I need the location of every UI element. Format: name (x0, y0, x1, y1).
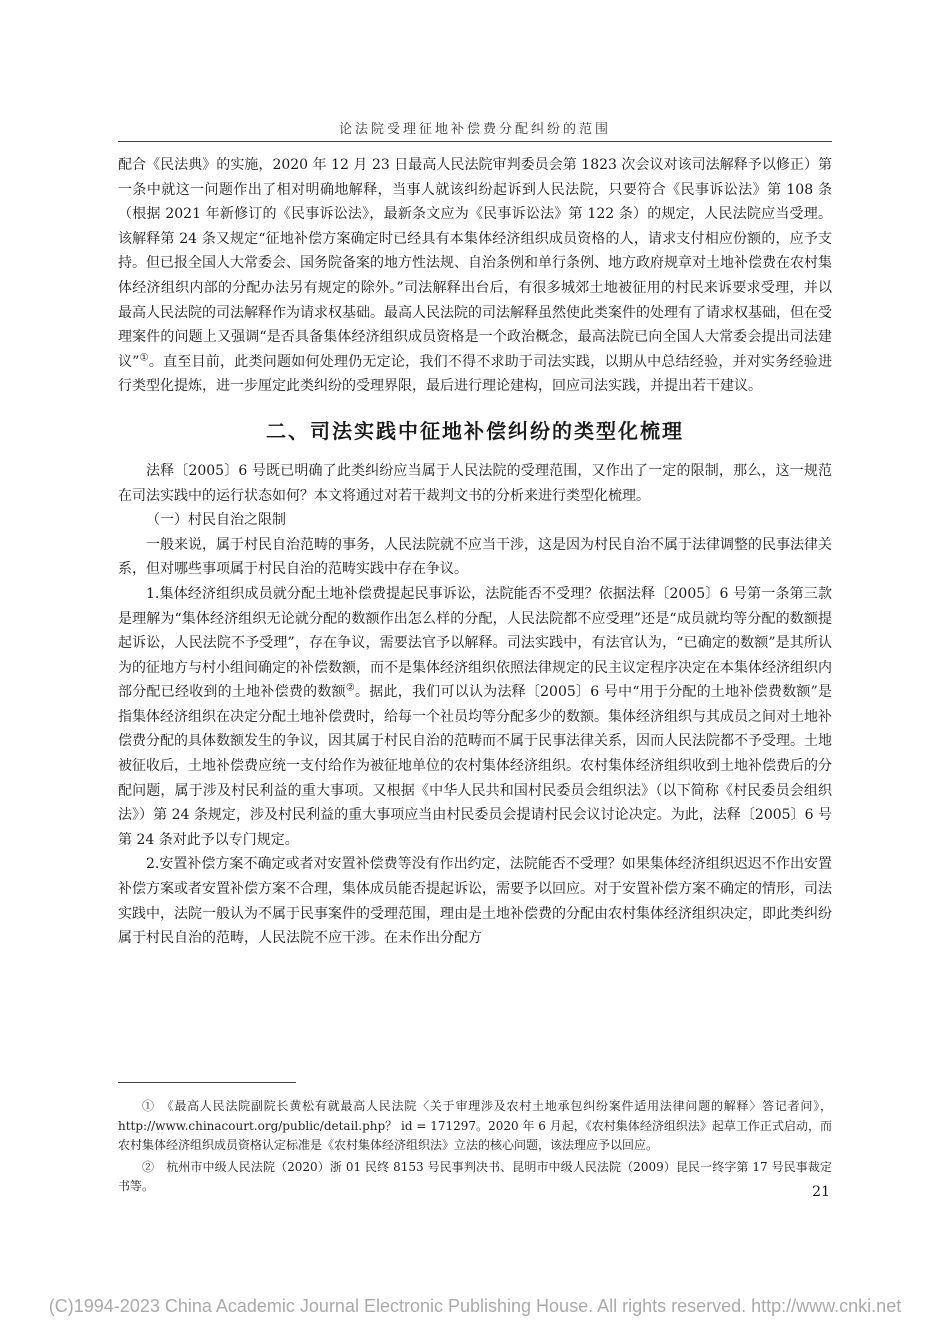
running-header: 论法院受理征地补偿费分配纠纷的范围 (338, 122, 611, 137)
footnote-ref-2[interactable]: ② (345, 682, 356, 694)
paragraph-text: 。直至目前，此类问题如何处理仍无定论，我们不得不求助于司法实践，以期从中总结经验，并对实务经验进行类型化提炼，进一步厘定此类纠纷的受理界限，最后进行理论建构，回应司法实践，并提出若干建议。 (118, 353, 833, 395)
subsection-heading: （一）村民自治之限制 (146, 512, 286, 529)
paragraph-continued (118, 153, 832, 399)
footnotes (118, 1097, 832, 1199)
paragraph (118, 582, 832, 853)
paragraph-text: 配合《民法典》的实施，2020 年 12 月 23 日最高人民法院审判委员会第 1823 次会议对该司法解释予以修正）第一条中就这一问题作出了相对明确地解释，当事人就该纠纷起诉到人民法院，只要符合《民事诉讼法》第 108 条（根据 2021 年新修订的《民事诉讼法》，最新条文应为《民事诉讼法》第 122 条）的规定，人民法院应当受理。该解释第 24 条又规定“征地补偿方案确定时已经具有本集体经济组织成员资格的人，请求支付相应份额的，应予支持。但已报全国人大常委会、国务院备案的地方性法规、自治条例和单行条例、地方政府规章对土地补偿费在农村集体经济组织内部的分配办法另有规定的除外。”司法解释出台后，有很多城郊土地被征用的村民来诉要求受理，并以最高人民法院的司法解释作为请求权基础。最高人民法院的司法解释虽然使此类案件的处理有了请求权基础，但在受理案件的问题上又强调“是否具备集体经济组织成员资格是一个政治概念，最高法院已向全国人大常委会提出司法建议” (118, 157, 832, 370)
paragraph: 一般来说，属于村民自治范畴的事务，人民法院就不应当干涉，这是因为村民自治不属于法律调整的民事法律关系，但对哪些事项属于村民自治的范畴实践中存在争议。 (118, 536, 832, 578)
footnote-ref-1[interactable]: ① (139, 352, 149, 364)
article-body (118, 153, 832, 951)
paragraph: 2.安置补偿方案不确定或者对安置补偿费等没有作出约定，法院能否不受理？如果集体经济组织迟迟不作出安置补偿方案或者安置补偿方案不合理，集体成员能否提起诉讼，需要予以回应。对于安置补偿方案不确定的情形，司法实践中，法院一般认为不属于民事案件的受理范围，理由是土地补偿费的分配由农村集体经济组织决定，即此类纠纷属于村民自治的范畴，人民法院不应干涉。在未作出分配方 (118, 856, 832, 947)
header-divider (118, 141, 832, 142)
paragraph-text: 。据此，我们可以认为法释〔2005〕6 号中“用于分配的土地补偿费数额”是指集体经济组织在决定分配土地补偿费时，给每一个社员均等分配多少的数额。集体经济组织与其成员之间对土地补偿费分配的具体数额发生的争议，因其属于村民自治的范畴而不属于民事法律关系，因而人民法院都不予受理。土地被征收后，土地补偿费应统一支付给作为被征地单位的农村集体经济组织。农村集体经济组织收到土地补偿费后的分配问题，属于涉及村民利益的重大事项。又根据《中华人民共和国村民委员会组织法》（以下简称《村民委员会组织法》）第 24 条规定，涉及村民利益的重大事项应当由村民委员会提请村民会议讨论决定。为此，法释〔2005〕6 号第 24 条对此予以专门规定。 (118, 684, 832, 848)
page-number: 21 (812, 1184, 830, 1200)
paragraph-text: 1.集体经济组织成员就分配土地补偿费提起民事诉讼，法院能否不受理？依据法释〔2005〕6 号第一条第三款是理解为“集体经济组织无论就分配的数额作出怎么样的分配，人民法院都不应受理”还是“成员就均等分配的数额提起诉讼，人民法院不予受理”，存在争议，需要法官予以解释。司法实践中，有法官认为，“已确定的数额”是其所认为的征地方与村小组间确定的补偿数额，而不是集体经济组织依照法律规定的民主议定程序决定在本集体经济组织内部分配已经收到的土地补偿费的数额 (118, 585, 832, 701)
footnote-2: ② 杭州市中级人民法院（2020）浙 01 民终 8153 号民事判决书、昆明市中级人民法院（2009）昆民一终字第 17 号民事裁定书等。 (118, 1159, 832, 1193)
paragraph: 法释〔2005〕6 号既已明确了此类纠纷应当属于人民法院的受理范围，又作出了一定的限制，那么，这一规范在司法实践中的运行状态如何？本文将通过对若干裁判文书的分析来进行类型化梳理。 (118, 462, 832, 504)
section-heading: 二、司法实践中征地补偿纠纷的类型化梳理 (266, 418, 684, 443)
copyright-watermark: (C)1994-2023 China Academic Journal Electronic Publishing House. All rights reserved. http://www.cnki.net (48, 1296, 902, 1316)
footnote-1: ① 《最高人民法院副院长黄松有就最高人民法院〈关于审理涉及农村土地承包纠纷案件适用法律问题的解释〉答记者问》，http://www.chinacourt.org/public/detail.php？ id = 171297。2020 年 6 月起，《农村集体经济组织法》起草工作正式启动，而农村集体经济组织成员资格认定标准是《农村集体经济组织法》立法的核心问题，该法理应予以回应。 (118, 1099, 832, 1152)
footnote-divider (118, 1082, 296, 1083)
